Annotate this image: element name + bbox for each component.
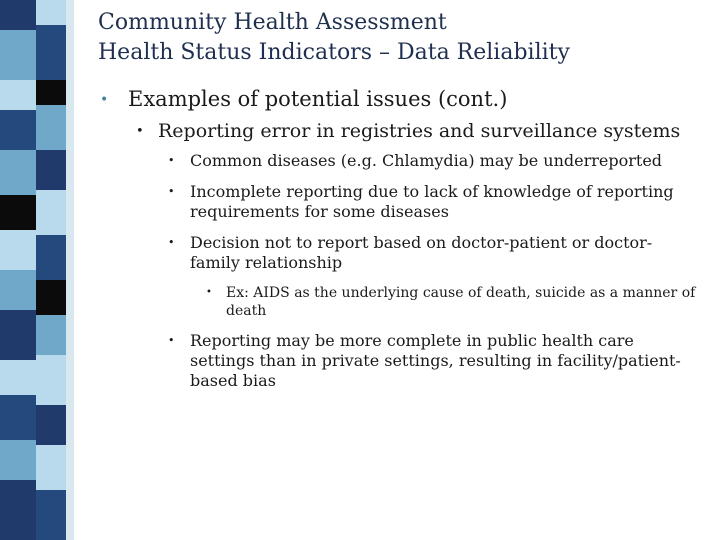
bullet-icon: • xyxy=(168,154,175,167)
stripe-block xyxy=(0,360,36,395)
stripe-block xyxy=(36,235,66,280)
stripe-block xyxy=(0,195,36,230)
stripe-block xyxy=(0,30,36,80)
stripe-block xyxy=(0,230,36,270)
bullet-level-2 xyxy=(136,120,700,143)
slide-title xyxy=(98,8,698,68)
bullet-level-1 xyxy=(100,86,700,112)
stripe-block xyxy=(36,280,66,315)
bullet-text: Common diseases (e.g. Chlamydia) may be underreported xyxy=(190,151,663,170)
bullet-text: Incomplete reporting due to lack of knowledge of reporting requirements for some diseases xyxy=(190,182,674,221)
stripe-block xyxy=(36,490,66,540)
stripe-block xyxy=(36,355,66,405)
stripe-block xyxy=(36,405,66,445)
bullet-level-3 xyxy=(168,151,700,171)
bullet-icon: • xyxy=(168,236,175,249)
stripe-block xyxy=(36,150,66,190)
slide-content xyxy=(100,86,700,402)
stripe-block xyxy=(0,310,36,360)
bullet-text: Decision not to report based on doctor-patient or doctor-family relationship xyxy=(190,233,653,272)
stripe-block xyxy=(36,190,66,235)
bullet-icon: • xyxy=(100,92,109,108)
decorative-stripe xyxy=(0,0,80,540)
stripe-block xyxy=(66,0,74,540)
stripe-block xyxy=(0,270,36,310)
bullet-text: Reporting may be more complete in public health care settings than in private settings, resulting in facility/patient-based bias xyxy=(190,331,681,390)
stripe-block xyxy=(0,480,36,540)
title-line-2: Health Status Indicators – Data Reliability xyxy=(98,40,570,65)
stripe-block xyxy=(0,80,36,110)
stripe-block xyxy=(36,0,66,25)
bullet-text: Reporting error in registries and surveillance systems xyxy=(158,120,681,142)
title-line-1: Community Health Assessment xyxy=(98,10,447,35)
bullet-icon: • xyxy=(168,185,175,198)
stripe-block xyxy=(0,440,36,480)
bullet-level-3 xyxy=(168,331,700,391)
bullet-level-4 xyxy=(206,284,700,320)
bullet-icon: • xyxy=(136,124,144,139)
stripe-block xyxy=(36,445,66,490)
bullet-icon: • xyxy=(206,287,212,298)
bullet-level-3 xyxy=(168,182,700,222)
stripe-block xyxy=(0,395,36,440)
stripe-block xyxy=(36,25,66,80)
bullet-text: Ex: AIDS as the underlying cause of death, suicide as a manner of death xyxy=(226,285,696,319)
bullet-icon: • xyxy=(168,334,175,347)
stripe-block xyxy=(36,105,66,150)
stripe-block xyxy=(0,110,36,150)
stripe-block xyxy=(0,0,36,30)
bullet-text: Examples of potential issues (cont.) xyxy=(128,87,508,111)
stripe-block xyxy=(36,80,66,105)
stripe-block xyxy=(36,315,66,355)
bullet-level-3 xyxy=(168,233,700,273)
stripe-block xyxy=(0,150,36,195)
